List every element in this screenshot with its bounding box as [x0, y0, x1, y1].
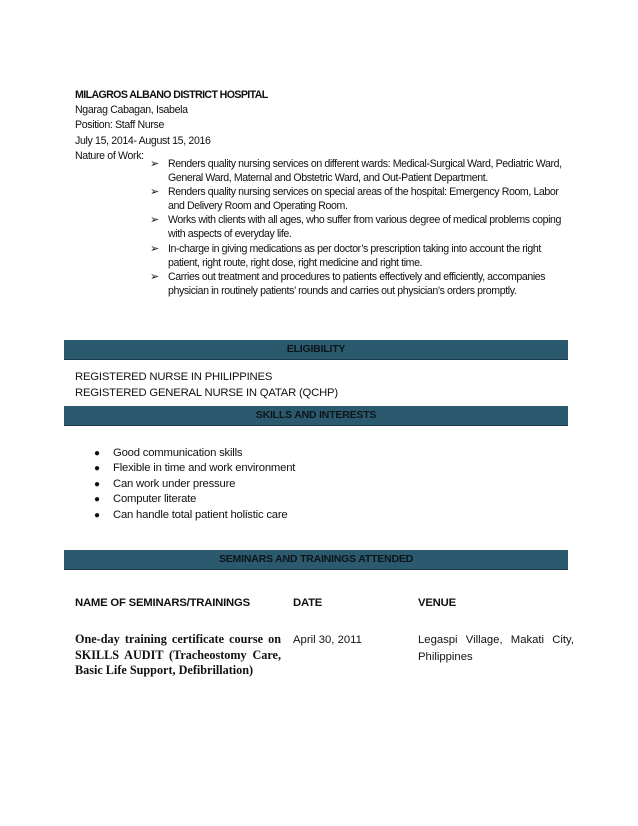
- skills-heading: SKILLS AND INTERESTS: [255, 409, 377, 421]
- duties-list: [150, 157, 570, 298]
- skill-text: Can handle total patient holistic care: [113, 508, 288, 521]
- job-position: Position: Staff Nurse: [75, 119, 165, 132]
- disc-bullet-icon: ●: [94, 463, 100, 475]
- disc-bullet-icon: ●: [94, 478, 100, 490]
- eligibility-item: REGISTERED NURSE IN PHILIPPINES: [75, 371, 273, 383]
- skills-list: [94, 446, 295, 523]
- arrow-bullet-icon: ➢: [150, 270, 159, 283]
- duty-item: [150, 157, 570, 185]
- eligibility-heading: ELIGIBILITY: [286, 343, 346, 355]
- arrow-bullet-icon: ➢: [150, 214, 159, 227]
- skill-item: [94, 446, 295, 461]
- seminar-date-cell: April 30, 2011: [293, 634, 362, 646]
- duty-item: [150, 213, 570, 241]
- duty-text: Renders quality nursing services on different wards: Medical-Surgical Ward, Pediatric Ward, General Ward, Maternal and Obstetric Ward, and Out-Patient Department.: [168, 158, 562, 185]
- eligibility-list: [75, 369, 338, 401]
- seminar-venue-cell: Legaspi Village, Makati City, Philippines: [418, 634, 574, 663]
- arrow-bullet-icon: ➢: [150, 158, 159, 170]
- disc-bullet-icon: ●: [94, 509, 100, 521]
- skills-section-bar: [64, 406, 568, 426]
- employment-block: [75, 88, 575, 164]
- skill-text: Flexible in time and work environment: [113, 462, 296, 475]
- skill-text: Good communication skills: [113, 447, 243, 459]
- disc-bullet-icon: ●: [94, 494, 100, 506]
- duty-item: [150, 270, 570, 298]
- arrow-bullet-icon: ➢: [150, 242, 159, 255]
- arrow-bullet-icon: ➢: [150, 186, 159, 199]
- hospital-name: MILAGROS ALBANO DISTRICT HOSPITAL: [75, 89, 268, 101]
- skill-item: [94, 477, 295, 492]
- hospital-location: Ngarag Cabagan, Isabela: [75, 104, 188, 117]
- duty-item: [150, 242, 570, 270]
- duty-text: Works with clients with all ages, who suffer from various degree of medical problems coping with aspects of everyday life.: [168, 214, 562, 241]
- skill-text: Computer literate: [113, 493, 197, 506]
- skill-text: Can work under pressure: [113, 477, 236, 490]
- seminars-heading: SEMINARS AND TRAININGS ATTENDED: [218, 553, 414, 565]
- duty-text: Renders quality nursing services on special areas of the hospital: Emergency Room, Labor and Delivery Room and Operating Room.: [168, 186, 559, 213]
- duty-text: Carries out treatment and procedures to patients effectively and efficiently, accompanies physician in routinely patients’ rounds and carries out physician’s orders promptly.: [168, 270, 546, 297]
- column-header-date: DATE: [293, 597, 323, 609]
- eligibility-item: REGISTERED GENERAL NURSE IN QATAR (QCHP): [75, 387, 338, 399]
- nature-of-work-label: Nature of Work:: [75, 149, 144, 162]
- seminars-section-bar: [64, 550, 568, 570]
- eligibility-section-bar: [64, 340, 568, 360]
- column-header-name: NAME OF SEMINARS/TRAININGS: [75, 597, 250, 609]
- skill-item: [94, 508, 295, 523]
- duty-item: [150, 185, 570, 213]
- employment-dates: July 15, 2014- August 15, 2016: [75, 134, 211, 147]
- column-header-venue: VENUE: [418, 597, 456, 609]
- skill-item: [94, 461, 295, 476]
- skill-item: [94, 492, 295, 507]
- disc-bullet-icon: ●: [94, 448, 100, 459]
- duty-text: In-charge in giving medications as per doctor’s prescription taking into account the right patient, right route, right dose, right medicine and right time.: [168, 242, 541, 269]
- seminar-name-cell: One-day training certificate course on SKILLS AUDIT (Tracheostomy Care, Basic Life Support, Defibrillation): [75, 632, 281, 678]
